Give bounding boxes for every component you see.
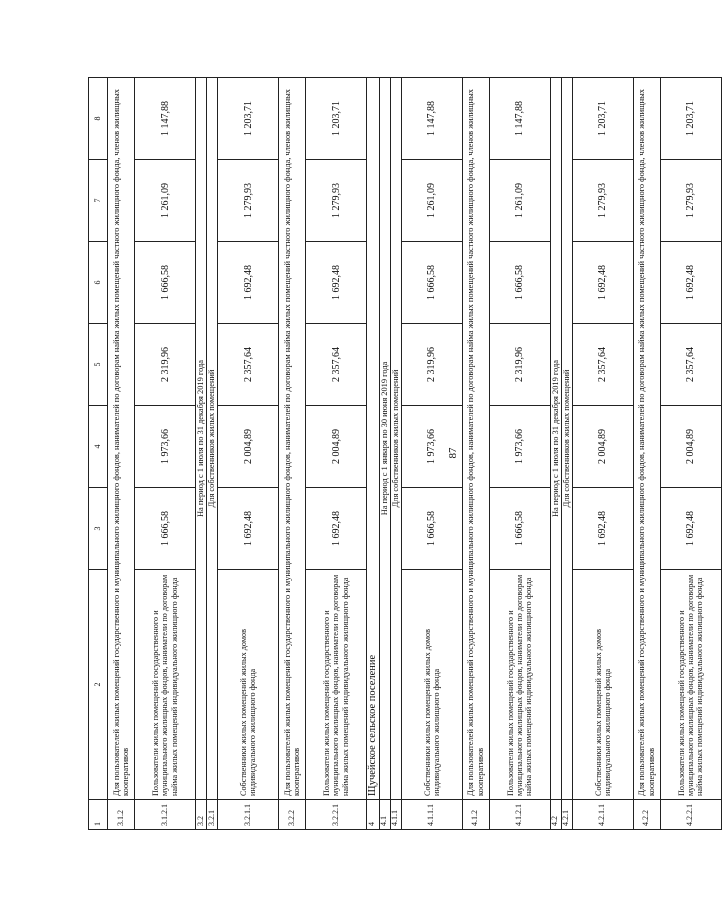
tariff-value: 2 357,64 bbox=[306, 324, 367, 406]
tariff-row bbox=[135, 78, 196, 830]
row-number: 4.1.2.1 bbox=[489, 800, 550, 830]
period-heading: Для собственников жилых помещений bbox=[207, 78, 218, 800]
tariff-value: 2 357,64 bbox=[218, 324, 279, 406]
row-number: 4.1.1.1 bbox=[401, 800, 462, 830]
tariff-value: 1 203,71 bbox=[660, 78, 721, 160]
tariff-value: 1 692,48 bbox=[660, 488, 721, 570]
tariff-value: 1 666,58 bbox=[489, 242, 550, 324]
period-heading: На период с 1 июля по 31 декабря 2019 года bbox=[196, 78, 207, 800]
section-heading: Для пользователей жилых помещений государственного и муниципального жилищного фондов, нанимателей по договорам найма жилых помещений частного жилищного фонда, членов жилищных кооперативов bbox=[108, 78, 135, 800]
section-heading-row bbox=[279, 78, 306, 830]
tariff-value: 2 004,89 bbox=[660, 406, 721, 488]
row-number: 4.1.1 bbox=[390, 800, 401, 830]
tariff-value: 2 004,89 bbox=[572, 406, 633, 488]
column-number: 8 bbox=[89, 78, 108, 160]
tariff-table-body bbox=[89, 78, 722, 830]
tariff-value: 1 692,48 bbox=[572, 488, 633, 570]
section-heading-row bbox=[108, 78, 135, 830]
tariff-value: 2 319,96 bbox=[401, 324, 462, 406]
tariff-value: 1 666,58 bbox=[489, 488, 550, 570]
period-heading-row bbox=[196, 78, 207, 830]
row-number: 4.1.2 bbox=[462, 800, 489, 830]
tariff-value: 1 692,48 bbox=[572, 242, 633, 324]
tariff-row bbox=[306, 78, 367, 830]
tariff-value: 1 279,93 bbox=[218, 160, 279, 242]
tariff-value: 1 203,71 bbox=[306, 78, 367, 160]
tariff-value: 1 261,09 bbox=[401, 160, 462, 242]
consumer-category: Пользователи жилых помещений государственного и муниципального жилищных фондов, наниматели по договорам найма жилых помещений индивидуального жилищного фонда bbox=[489, 570, 550, 800]
tariff-value: 2 319,96 bbox=[135, 324, 196, 406]
column-number: 4 bbox=[89, 406, 108, 488]
row-number: 4.2.2.1 bbox=[660, 800, 721, 830]
tariff-value: 1 666,58 bbox=[401, 488, 462, 570]
period-heading-row bbox=[550, 78, 561, 830]
consumer-category: Пользователи жилых помещений государственного и муниципального жилищных фондов, наниматели по договорам найма жилых помещений индивидуального жилищного фонда bbox=[135, 570, 196, 800]
tariff-row bbox=[572, 78, 633, 830]
tariff-value: 1 666,58 bbox=[135, 488, 196, 570]
tariff-value: 1 279,93 bbox=[572, 160, 633, 242]
period-heading-row bbox=[207, 78, 218, 830]
tariff-value: 1 692,48 bbox=[218, 488, 279, 570]
row-number: 4 bbox=[367, 800, 380, 830]
tariff-row bbox=[401, 78, 462, 830]
row-number: 3.2.2 bbox=[279, 800, 306, 830]
row-number: 4.2.2 bbox=[633, 800, 660, 830]
row-number: 3.1.2.1 bbox=[135, 800, 196, 830]
tariff-value: 1 203,71 bbox=[572, 78, 633, 160]
tariff-value: 1 692,48 bbox=[218, 242, 279, 324]
tariff-row bbox=[218, 78, 279, 830]
tariff-value: 1 973,66 bbox=[135, 406, 196, 488]
period-heading: Для собственников жилых помещений bbox=[390, 78, 401, 800]
column-number: 1 bbox=[89, 800, 108, 830]
tariff-value: 2 357,64 bbox=[660, 324, 721, 406]
tariff-value: 1 147,88 bbox=[135, 78, 196, 160]
section-heading-row bbox=[633, 78, 660, 830]
tariff-value: 1 973,66 bbox=[401, 406, 462, 488]
consumer-category: Собственники жилых помещений жилых домов индивидуального жилищного фонда bbox=[572, 570, 633, 800]
row-number: 3.1.2 bbox=[108, 800, 135, 830]
period-heading-row bbox=[379, 78, 390, 830]
tariff-value: 1 666,58 bbox=[401, 242, 462, 324]
row-number: 3.2.1 bbox=[207, 800, 218, 830]
section-heading: Для пользователей жилых помещений государственного и муниципального жилищного фондов, нанимателей по договорам найма жилых помещений частного жилищного фонда, членов жилищных кооперативов bbox=[633, 78, 660, 800]
row-number: 3.2.1.1 bbox=[218, 800, 279, 830]
row-number: 4.2.1 bbox=[561, 800, 572, 830]
tariff-row bbox=[489, 78, 550, 830]
settlement-heading: Щучейское сельское поселение bbox=[367, 78, 380, 800]
tariff-row bbox=[660, 78, 721, 830]
row-number: 4.2 bbox=[550, 800, 561, 830]
consumer-category: Собственники жилых помещений жилых домов индивидуального жилищного фонда bbox=[401, 570, 462, 800]
tariff-value: 1 261,09 bbox=[489, 160, 550, 242]
column-number: 3 bbox=[89, 488, 108, 570]
row-number: 4.1 bbox=[379, 800, 390, 830]
tariff-value: 2 357,64 bbox=[572, 324, 633, 406]
row-number: 3.2 bbox=[196, 800, 207, 830]
tariff-value: 2 004,89 bbox=[218, 406, 279, 488]
row-number: 3.2.2.1 bbox=[306, 800, 367, 830]
consumer-category: Собственники жилых помещений жилых домов индивидуального жилищного фонда bbox=[218, 570, 279, 800]
period-heading: Для собственников жилых помещений bbox=[561, 78, 572, 800]
period-heading: На период с 1 июля по 31 декабря 2019 года bbox=[550, 78, 561, 800]
tariff-value: 1 279,93 bbox=[306, 160, 367, 242]
tariff-value: 2 004,89 bbox=[306, 406, 367, 488]
column-number: 7 bbox=[89, 160, 108, 242]
tariff-table-sheet bbox=[88, 78, 705, 830]
tariff-table bbox=[88, 77, 722, 830]
consumer-category: Пользователи жилых помещений государственного и муниципального жилищных фондов, наниматели по договорам найма жилых помещений индивидуального жилищного фонда bbox=[306, 570, 367, 800]
tariff-value: 1 692,48 bbox=[306, 242, 367, 324]
period-heading: На период с 1 января по 30 июня 2019 года bbox=[379, 78, 390, 800]
tariff-value: 1 203,71 bbox=[218, 78, 279, 160]
period-heading-row bbox=[390, 78, 401, 830]
section-heading: Для пользователей жилых помещений государственного и муниципального жилищного фондов, нанимателей по договорам найма жилых помещений частного жилищного фонда, членов жилищных кооперативов bbox=[462, 78, 489, 800]
period-heading-row bbox=[561, 78, 572, 830]
column-number: 6 bbox=[89, 242, 108, 324]
column-number: 2 bbox=[89, 570, 108, 800]
tariff-value: 1 279,93 bbox=[660, 160, 721, 242]
tariff-value: 1 692,48 bbox=[660, 242, 721, 324]
tariff-value: 1 666,58 bbox=[135, 242, 196, 324]
consumer-category: Пользователи жилых помещений государственного и муниципального жилищных фондов, наниматели по договорам найма жилых помещений индивидуального жилищного фонда bbox=[660, 570, 721, 800]
page-number: 87 bbox=[447, 447, 459, 459]
section-heading: Для пользователей жилых помещений государственного и муниципального жилищного фондов, нанимателей по договорам найма жилых помещений частного жилищного фонда, членов жилищных кооперативов bbox=[279, 78, 306, 800]
tariff-value: 1 147,88 bbox=[401, 78, 462, 160]
settlement-heading-row bbox=[367, 78, 380, 830]
tariff-value: 1 261,09 bbox=[135, 160, 196, 242]
section-heading-row bbox=[462, 78, 489, 830]
column-number: 5 bbox=[89, 324, 108, 406]
tariff-value: 1 147,88 bbox=[489, 78, 550, 160]
row-number: 4.2.1.1 bbox=[572, 800, 633, 830]
tariff-value: 1 692,48 bbox=[306, 488, 367, 570]
tariff-value: 2 319,96 bbox=[489, 324, 550, 406]
tariff-value: 1 973,66 bbox=[489, 406, 550, 488]
column-number-row bbox=[89, 78, 108, 830]
